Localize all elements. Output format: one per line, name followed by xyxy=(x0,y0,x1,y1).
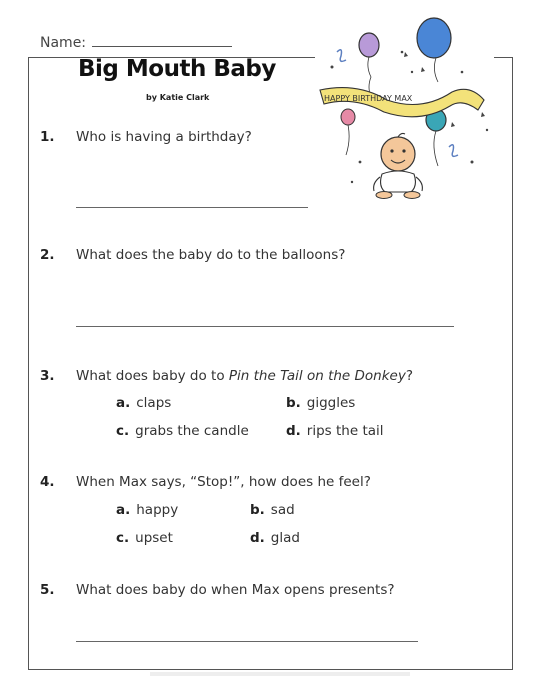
name-field[interactable] xyxy=(92,34,232,47)
question-number: 3. xyxy=(40,368,55,384)
question-number: 4. xyxy=(40,474,55,490)
option-text: grabs the candle xyxy=(135,423,249,439)
question-1 xyxy=(40,129,252,145)
option-3c[interactable] xyxy=(116,423,249,439)
balloon-blue xyxy=(417,18,451,82)
option-letter: b. xyxy=(286,395,301,411)
option-letter: d. xyxy=(286,423,301,439)
question-5 xyxy=(40,582,395,598)
worksheet-author: by Katie Clark xyxy=(146,93,210,102)
option-3b[interactable] xyxy=(286,395,355,411)
option-4d[interactable] xyxy=(250,530,300,546)
option-text: upset xyxy=(135,530,173,546)
question-text: Who is having a birthday? xyxy=(76,129,252,145)
question-text-end: ? xyxy=(405,368,414,384)
birthday-baby-illustration xyxy=(312,12,502,202)
banner-text: HAPPY BIRTHDAY MAX xyxy=(324,94,413,103)
footer-decoration xyxy=(150,672,410,676)
option-letter: d. xyxy=(250,530,265,546)
option-letter: c. xyxy=(116,423,130,439)
name-row xyxy=(40,34,232,51)
question-text: When Max says, “Stop!”, how does he feel? xyxy=(76,474,371,490)
option-3d[interactable] xyxy=(286,423,384,439)
question-4 xyxy=(40,474,371,490)
option-letter: c. xyxy=(116,530,130,546)
option-text: happy xyxy=(136,502,179,518)
question-text: What does baby do when Max opens presents? xyxy=(76,582,395,598)
question-text: What does baby do to xyxy=(76,368,229,384)
balloon-purple xyxy=(359,33,379,97)
option-text: giggles xyxy=(306,395,356,411)
option-4a[interactable] xyxy=(116,502,178,518)
option-3a[interactable] xyxy=(116,395,171,411)
option-letter: a. xyxy=(116,502,131,518)
baby-icon xyxy=(374,133,423,198)
question-2 xyxy=(40,247,345,263)
option-text: claps xyxy=(136,395,172,411)
name-label: Name: xyxy=(40,35,87,51)
option-4b[interactable] xyxy=(250,502,295,518)
question-3 xyxy=(40,368,413,384)
option-text: sad xyxy=(270,502,295,518)
answer-line-2[interactable] xyxy=(76,326,454,327)
answer-line-5[interactable] xyxy=(76,641,418,642)
option-text: glad xyxy=(270,530,300,546)
question-text: What does the baby do to the balloons? xyxy=(76,247,346,263)
question-number: 2. xyxy=(40,247,55,263)
question-number: 5. xyxy=(40,582,55,598)
balloon-pink xyxy=(341,109,355,155)
option-text: rips the tail xyxy=(306,423,384,439)
worksheet-title: Big Mouth Baby xyxy=(78,56,276,82)
question-number: 1. xyxy=(40,129,55,145)
answer-line-1[interactable] xyxy=(76,207,308,208)
balloon-teal xyxy=(426,109,446,166)
question-text-italic: Pin the Tail on the Donkey xyxy=(228,368,406,384)
option-letter: a. xyxy=(116,395,131,411)
option-letter: b. xyxy=(250,502,265,518)
option-4c[interactable] xyxy=(116,530,173,546)
